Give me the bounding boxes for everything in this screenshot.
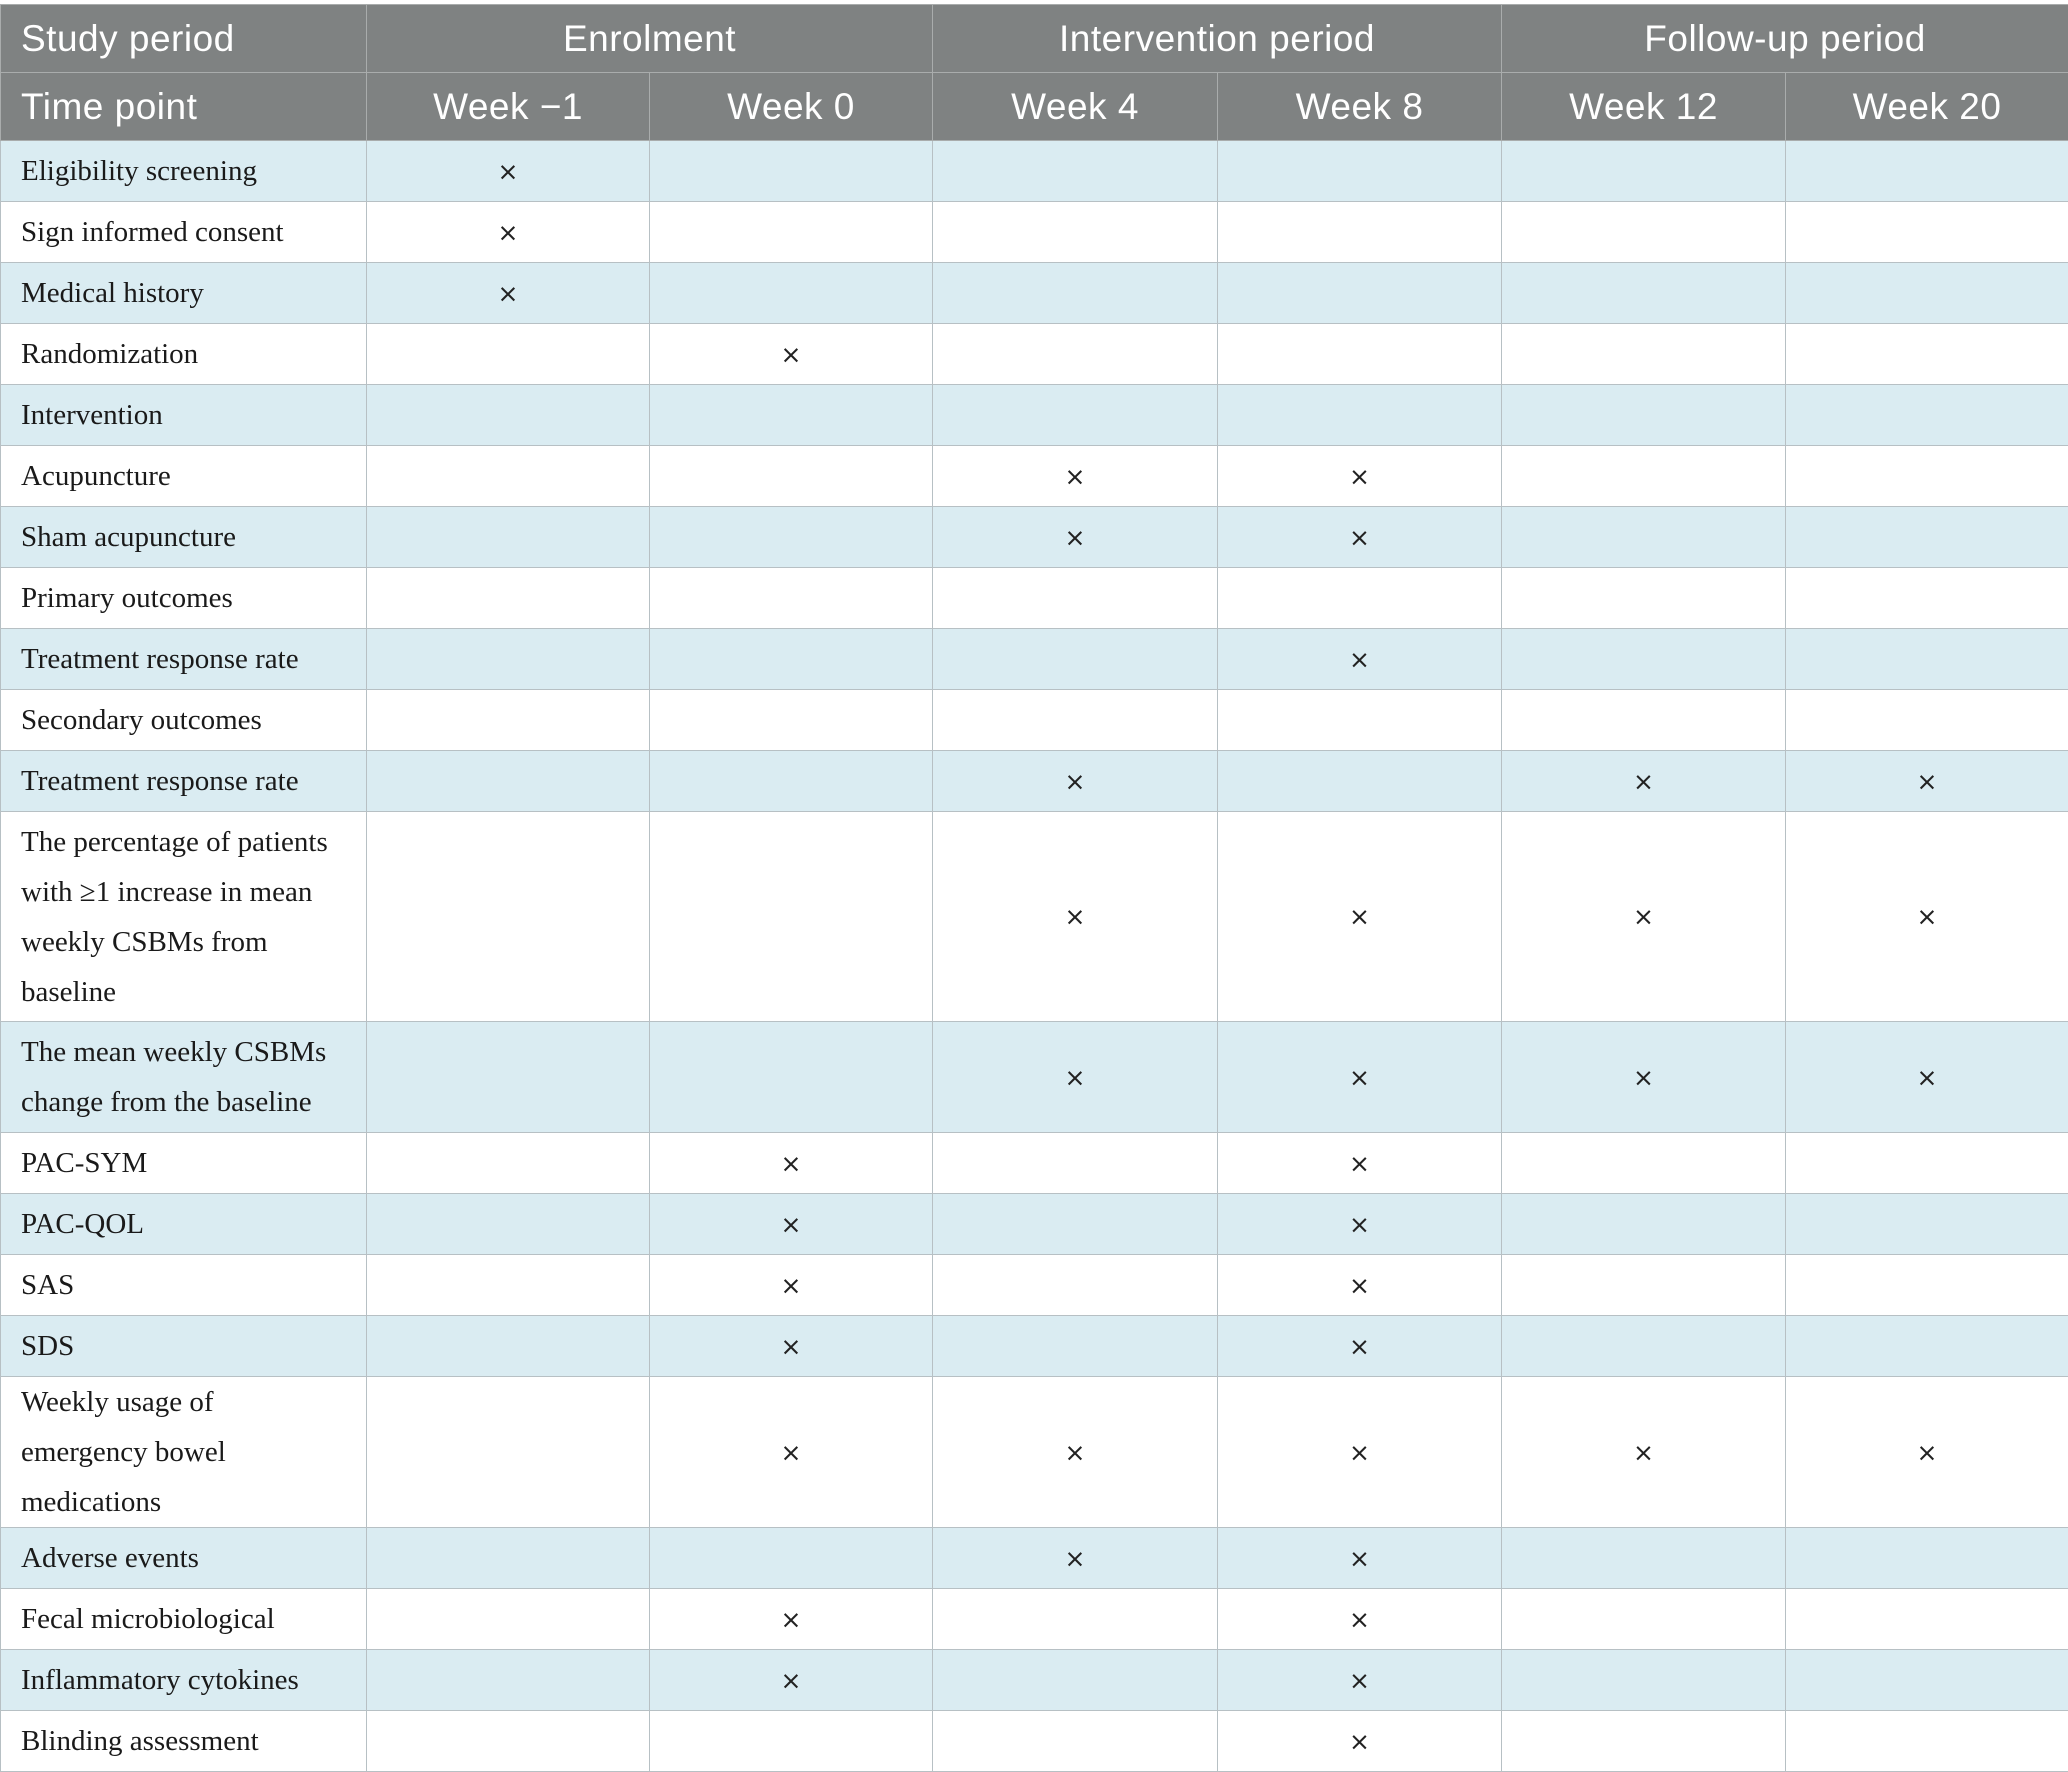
scheduled-mark: × xyxy=(1917,1438,1938,1467)
schedule-cell xyxy=(1218,1377,1502,1528)
schedule-cell xyxy=(1218,1711,1502,1772)
header-row-time-point xyxy=(1,73,2068,141)
row-label: Eligibility screening xyxy=(1,141,367,202)
scheduled-mark: × xyxy=(1349,462,1370,491)
schedule-cell xyxy=(367,568,650,629)
schedule-cell xyxy=(1502,385,1786,446)
schedule-cell xyxy=(650,1711,933,1772)
group-intervention-period: Intervention period xyxy=(933,5,1502,73)
row-label: Intervention xyxy=(1,385,367,446)
scheduled-mark: × xyxy=(1065,1063,1086,1092)
schedule-cell xyxy=(1218,324,1502,385)
schedule-cell xyxy=(1218,263,1502,324)
schedule-cell xyxy=(933,1528,1218,1589)
scheduled-mark: × xyxy=(1917,902,1938,931)
schedule-cell xyxy=(933,1377,1218,1528)
schedule-cell xyxy=(1786,812,2068,1022)
schedule-cell xyxy=(1502,1589,1786,1650)
table-row xyxy=(1,1711,2068,1772)
schedule-cell xyxy=(650,812,933,1022)
row-label: Blinding assessment xyxy=(1,1711,367,1772)
scheduled-mark: × xyxy=(1349,1063,1370,1092)
schedule-cell xyxy=(933,141,1218,202)
schedule-cell xyxy=(1218,507,1502,568)
row-label: Secondary outcomes xyxy=(1,690,367,751)
schedule-cell xyxy=(1218,629,1502,690)
scheduled-mark: × xyxy=(1065,902,1086,931)
schedule-cell xyxy=(933,1589,1218,1650)
row-label: Primary outcomes xyxy=(1,568,367,629)
time-point-label: Time point xyxy=(1,73,367,141)
scheduled-mark: × xyxy=(498,279,519,308)
schedule-cell xyxy=(1218,1316,1502,1377)
schedule-cell xyxy=(367,1589,650,1650)
table-row xyxy=(1,690,2068,751)
schedule-cell xyxy=(1786,141,2068,202)
schedule-cell xyxy=(650,507,933,568)
scheduled-mark: × xyxy=(1065,523,1086,552)
schedule-cell xyxy=(1786,446,2068,507)
schedule-cell xyxy=(650,568,933,629)
schedule-cell xyxy=(367,507,650,568)
schedule-cell xyxy=(1502,1711,1786,1772)
schedule-cell xyxy=(1786,568,2068,629)
schedule-cell xyxy=(1218,1255,1502,1316)
schedule-cell xyxy=(367,202,650,263)
table-row xyxy=(1,385,2068,446)
scheduled-mark: × xyxy=(1633,1063,1654,1092)
schedule-cell xyxy=(933,446,1218,507)
schedule-cell xyxy=(1502,751,1786,812)
schedule-cell xyxy=(1786,751,2068,812)
schedule-cell xyxy=(1786,690,2068,751)
schedule-cell xyxy=(650,141,933,202)
schedule-cell xyxy=(650,1133,933,1194)
schedule-cell xyxy=(367,1255,650,1316)
schedule-cell xyxy=(650,1316,933,1377)
scheduled-mark: × xyxy=(781,1666,802,1695)
schedule-cell xyxy=(1786,324,2068,385)
schedule-cell xyxy=(650,202,933,263)
scheduled-mark: × xyxy=(781,1438,802,1467)
row-label: Adverse events xyxy=(1,1528,367,1589)
scheduled-mark: × xyxy=(781,340,802,369)
schedule-cell xyxy=(1502,263,1786,324)
schedule-cell xyxy=(1502,690,1786,751)
scheduled-mark: × xyxy=(1349,645,1370,674)
scheduled-mark: × xyxy=(1349,1666,1370,1695)
scheduled-mark: × xyxy=(1633,767,1654,796)
table-row xyxy=(1,1255,2068,1316)
schedule-cell xyxy=(367,1650,650,1711)
row-label: Sham acupuncture xyxy=(1,507,367,568)
schedule-cell xyxy=(933,1316,1218,1377)
row-label: The percentage of patients with ≥1 increase in mean weekly CSBMs from baseline xyxy=(1,812,367,1022)
scheduled-mark: × xyxy=(1349,902,1370,931)
schedule-cell xyxy=(650,385,933,446)
schedule-cell xyxy=(1218,1528,1502,1589)
schedule-cell xyxy=(650,1194,933,1255)
scheduled-mark: × xyxy=(1065,1544,1086,1573)
row-label: Treatment response rate xyxy=(1,751,367,812)
row-label: PAC-SYM xyxy=(1,1133,367,1194)
schedule-cell xyxy=(933,1133,1218,1194)
schedule-cell xyxy=(933,202,1218,263)
table-row xyxy=(1,324,2068,385)
scheduled-mark: × xyxy=(1349,1727,1370,1756)
schedule-cell xyxy=(1502,812,1786,1022)
schedule-cell xyxy=(1502,1528,1786,1589)
scheduled-mark: × xyxy=(1633,902,1654,931)
schedule-cell xyxy=(1786,1194,2068,1255)
schedule-cell xyxy=(367,263,650,324)
table-body xyxy=(1,141,2068,1772)
table-row xyxy=(1,1194,2068,1255)
schedule-cell xyxy=(1786,1316,2068,1377)
schedule-cell xyxy=(1786,1377,2068,1528)
row-label: SAS xyxy=(1,1255,367,1316)
schedule-cell xyxy=(1786,385,2068,446)
table-row xyxy=(1,507,2068,568)
schedule-cell xyxy=(1218,1589,1502,1650)
schedule-cell xyxy=(367,446,650,507)
table-row xyxy=(1,629,2068,690)
scheduled-mark: × xyxy=(1349,1332,1370,1361)
schedule-cell xyxy=(367,1022,650,1133)
table-row xyxy=(1,446,2068,507)
scheduled-mark: × xyxy=(781,1271,802,1300)
schedule-cell xyxy=(933,1650,1218,1711)
scheduled-mark: × xyxy=(781,1605,802,1634)
table-row xyxy=(1,568,2068,629)
scheduled-mark: × xyxy=(1349,523,1370,552)
table-row xyxy=(1,202,2068,263)
scheduled-mark: × xyxy=(1065,462,1086,491)
schedule-cell xyxy=(650,751,933,812)
schedule-cell xyxy=(367,812,650,1022)
scheduled-mark: × xyxy=(1633,1438,1654,1467)
table-row xyxy=(1,812,2068,1022)
schedule-cell xyxy=(367,1528,650,1589)
scheduled-mark: × xyxy=(1065,767,1086,796)
schedule-cell xyxy=(1786,1528,2068,1589)
schedule-cell xyxy=(933,263,1218,324)
schedule-cell xyxy=(650,1022,933,1133)
schedule-cell xyxy=(933,1194,1218,1255)
schedule-cell xyxy=(367,629,650,690)
schedule-cell xyxy=(367,385,650,446)
schedule-cell xyxy=(1786,1022,2068,1133)
schedule-cell xyxy=(1218,568,1502,629)
schedule-cell xyxy=(1502,446,1786,507)
schedule-cell xyxy=(650,629,933,690)
scheduled-mark: × xyxy=(781,1149,802,1178)
schedule-cell xyxy=(650,1650,933,1711)
week-header: Week 12 xyxy=(1502,73,1786,141)
table-row xyxy=(1,1650,2068,1711)
schedule-cell xyxy=(1218,1133,1502,1194)
schedule-cell xyxy=(1502,324,1786,385)
schedule-cell xyxy=(933,1255,1218,1316)
schedule-cell xyxy=(1218,1194,1502,1255)
schedule-cell xyxy=(1502,1133,1786,1194)
schedule-cell xyxy=(1502,568,1786,629)
week-header: Week 0 xyxy=(650,73,933,141)
row-label: Randomization xyxy=(1,324,367,385)
table-row xyxy=(1,141,2068,202)
schedule-cell xyxy=(367,1377,650,1528)
schedule-cell xyxy=(1786,263,2068,324)
schedule-cell xyxy=(1786,1133,2068,1194)
scheduled-mark: × xyxy=(498,157,519,186)
scheduled-mark: × xyxy=(1349,1210,1370,1239)
row-label: SDS xyxy=(1,1316,367,1377)
schedule-cell xyxy=(1502,1194,1786,1255)
scheduled-mark: × xyxy=(1349,1149,1370,1178)
table-row xyxy=(1,1589,2068,1650)
schedule-cell xyxy=(1218,751,1502,812)
scheduled-mark: × xyxy=(1917,767,1938,796)
study-period-label: Study period xyxy=(1,5,367,73)
table-row xyxy=(1,1316,2068,1377)
row-label: The mean weekly CSBMs change from the baseline xyxy=(1,1022,367,1133)
schedule-cell xyxy=(650,1528,933,1589)
schedule-cell xyxy=(1786,1650,2068,1711)
schedule-cell xyxy=(1502,1255,1786,1316)
table-row xyxy=(1,1022,2068,1133)
schedule-cell xyxy=(1786,202,2068,263)
scheduled-mark: × xyxy=(1349,1271,1370,1300)
schedule-cell xyxy=(1502,507,1786,568)
schedule-cell xyxy=(367,690,650,751)
table-row xyxy=(1,1528,2068,1589)
schedule-cell xyxy=(1786,1589,2068,1650)
schedule-cell xyxy=(367,141,650,202)
week-header: Week 4 xyxy=(933,73,1218,141)
schedule-cell xyxy=(933,1022,1218,1133)
schedule-cell xyxy=(933,385,1218,446)
schedule-cell xyxy=(1218,1650,1502,1711)
scheduled-mark: × xyxy=(1349,1544,1370,1573)
schedule-cell xyxy=(1502,1022,1786,1133)
schedule-cell xyxy=(1502,1650,1786,1711)
schedule-cell xyxy=(1786,629,2068,690)
schedule-cell xyxy=(1218,812,1502,1022)
row-label: Treatment response rate xyxy=(1,629,367,690)
row-label: Inflammatory cytokines xyxy=(1,1650,367,1711)
week-header: Week 20 xyxy=(1786,73,2068,141)
schedule-cell xyxy=(1502,1377,1786,1528)
schedule-cell xyxy=(650,1255,933,1316)
schedule-cell xyxy=(1786,1711,2068,1772)
schedule-cell xyxy=(1502,1316,1786,1377)
row-label: PAC-QOL xyxy=(1,1194,367,1255)
schedule-cell xyxy=(367,751,650,812)
schedule-cell xyxy=(650,1589,933,1650)
schedule-cell xyxy=(650,263,933,324)
schedule-cell xyxy=(367,1133,650,1194)
scheduled-mark: × xyxy=(781,1210,802,1239)
schedule-cell xyxy=(933,812,1218,1022)
row-label: Weekly usage of emergency bowel medications xyxy=(1,1377,367,1528)
schedule-cell xyxy=(1786,507,2068,568)
row-label: Sign informed consent xyxy=(1,202,367,263)
table-row xyxy=(1,263,2068,324)
scheduled-mark: × xyxy=(1349,1605,1370,1634)
schedule-cell xyxy=(1502,629,1786,690)
header-row-study-period xyxy=(1,5,2068,73)
study-schedule-table xyxy=(0,4,2068,1772)
schedule-cell xyxy=(933,751,1218,812)
row-label: Acupuncture xyxy=(1,446,367,507)
table-row xyxy=(1,1133,2068,1194)
schedule-cell xyxy=(1218,385,1502,446)
week-header: Week −1 xyxy=(367,73,650,141)
schedule-cell xyxy=(650,1377,933,1528)
schedule-cell xyxy=(933,507,1218,568)
group-follow-up-period: Follow-up period xyxy=(1502,5,2068,73)
schedule-cell xyxy=(1218,202,1502,263)
schedule-cell xyxy=(1218,446,1502,507)
schedule-cell xyxy=(367,1316,650,1377)
group-enrolment: Enrolment xyxy=(367,5,933,73)
schedule-cell xyxy=(367,324,650,385)
table-header xyxy=(1,5,2068,141)
schedule-cell xyxy=(933,568,1218,629)
schedule-cell xyxy=(1502,202,1786,263)
schedule-cell xyxy=(1218,690,1502,751)
week-header: Week 8 xyxy=(1218,73,1502,141)
scheduled-mark: × xyxy=(498,218,519,247)
schedule-cell xyxy=(933,690,1218,751)
scheduled-mark: × xyxy=(1349,1438,1370,1467)
schedule-cell xyxy=(650,690,933,751)
schedule-cell xyxy=(933,324,1218,385)
schedule-cell xyxy=(1786,1255,2068,1316)
row-label: Medical history xyxy=(1,263,367,324)
schedule-cell xyxy=(367,1711,650,1772)
schedule-cell xyxy=(1502,141,1786,202)
table-row xyxy=(1,751,2068,812)
schedule-cell xyxy=(933,629,1218,690)
scheduled-mark: × xyxy=(781,1332,802,1361)
schedule-cell xyxy=(1218,1022,1502,1133)
schedule-cell xyxy=(650,446,933,507)
row-label: Fecal microbiological xyxy=(1,1589,367,1650)
schedule-cell xyxy=(367,1194,650,1255)
schedule-cell xyxy=(650,324,933,385)
scheduled-mark: × xyxy=(1917,1063,1938,1092)
scheduled-mark: × xyxy=(1065,1438,1086,1467)
table-row xyxy=(1,1377,2068,1528)
schedule-cell xyxy=(1218,141,1502,202)
schedule-cell xyxy=(933,1711,1218,1772)
